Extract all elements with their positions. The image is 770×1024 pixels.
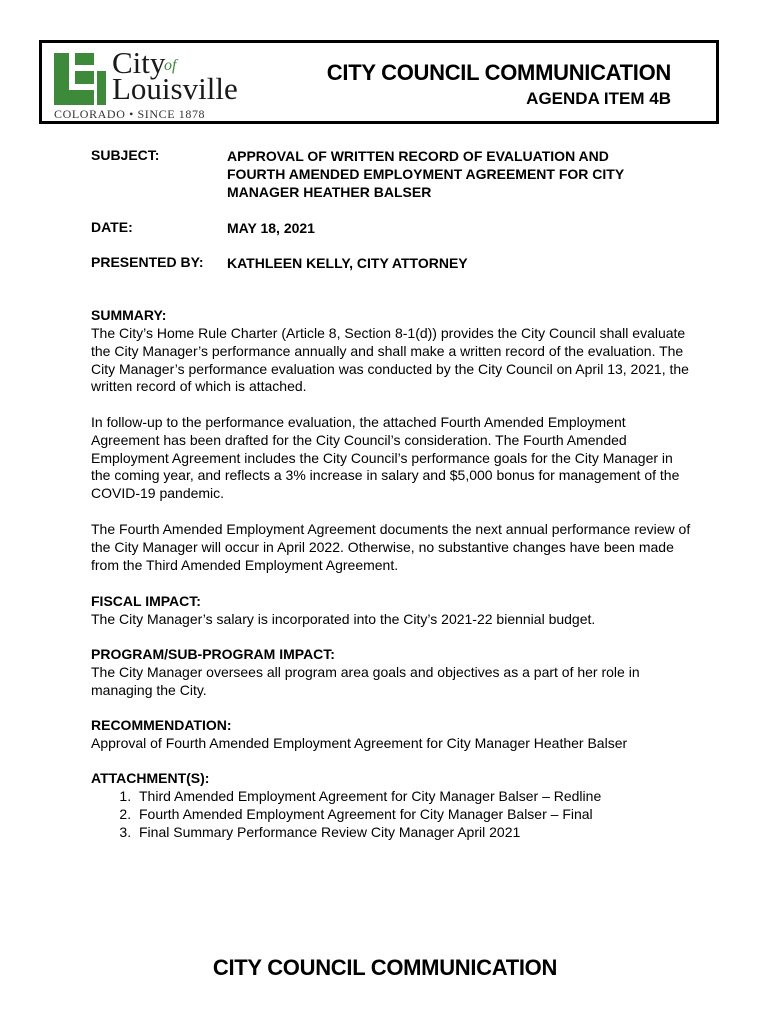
logo-of-text: of bbox=[164, 57, 177, 74]
program-impact-heading: PROGRAM/SUB-PROGRAM IMPACT: bbox=[91, 646, 335, 662]
recommendation-heading: RECOMMENDATION: bbox=[91, 717, 232, 733]
presented-by-label: PRESENTED BY: bbox=[91, 254, 204, 270]
logo-louisville-text: Louisville bbox=[112, 71, 238, 106]
summary-heading: SUMMARY: bbox=[91, 307, 167, 323]
fiscal-impact-text: The City Manager’s salary is incorporated into the City’s 2021-22 biennial budget. bbox=[91, 611, 596, 627]
recommendation-text: Approval of Fourth Amended Employment Agreement for City Manager Heather Balser bbox=[91, 735, 628, 751]
attachment-item: 3. Final Summary Performance Review City Manager April 2021 bbox=[135, 823, 695, 841]
subject-label: SUBJECT: bbox=[91, 147, 160, 163]
attachment-item: 1. Third Amended Employment Agreement for City Manager Balser – Redline bbox=[135, 787, 695, 805]
presented-by-value: KATHLEEN KELLY, CITY ATTORNEY bbox=[227, 255, 468, 271]
summary-paragraph-2: In follow-up to the performance evaluation, the attached Fourth Amended Employment Agreement has been drafted for the City Council’s consideration. The Fourth Amended Employment Agreement includes the City Council’s performance goals for the City Manager in the coming year, and reflects a 3% increase in salary and $5,000 bonus for management of the COVID-19 pandemic. bbox=[91, 414, 680, 502]
city-logo-mark-icon bbox=[54, 53, 106, 105]
document-header bbox=[39, 40, 719, 124]
footer-title: CITY COUNCIL COMMUNICATION bbox=[212, 955, 558, 980]
city-logo bbox=[54, 45, 254, 121]
fiscal-impact-heading: FISCAL IMPACT: bbox=[91, 593, 201, 609]
attachments-heading: ATTACHMENT(S): bbox=[91, 770, 210, 786]
summary-paragraph-1: The City’s Home Rule Charter (Article 8, Section 8-1(d)) provides the City Council shall evaluate the City Manager’s performance annually and shall make a written record of the evaluation. The City Manager’s performance evaluation was conducted by the City Council on April 13, 2021, the written record of which is attached. bbox=[91, 325, 689, 395]
attachment-item: 2. Fourth Amended Employment Agreement for City Manager Balser – Final bbox=[135, 805, 695, 823]
logo-tagline: COLORADO • SINCE 1878 bbox=[54, 107, 206, 121]
agenda-item-label: AGENDA ITEM 4B bbox=[526, 89, 671, 108]
date-label: DATE: bbox=[91, 219, 133, 235]
date-value: MAY 18, 2021 bbox=[227, 220, 315, 236]
summary-paragraph-3: The Fourth Amended Employment Agreement documents the next annual performance review of the City Manager will occur in April 2022. Otherwise, no substantive changes have been made from the Third Amended Employment Agreement. bbox=[91, 521, 691, 573]
logo-city-text: City bbox=[112, 45, 166, 80]
program-impact-text: The City Manager oversees all program area goals and objectives as a part of her role in managing the City. bbox=[91, 664, 640, 698]
subject-value: APPROVAL OF WRITTEN RECORD OF EVALUATION AND FOURTH AMENDED EMPLOYMENT AGREEMENT FOR CITY MANAGER HEATHER BALSER bbox=[227, 148, 624, 200]
header-title: CITY COUNCIL COMMUNICATION bbox=[326, 60, 671, 85]
attachments-list bbox=[91, 787, 695, 841]
